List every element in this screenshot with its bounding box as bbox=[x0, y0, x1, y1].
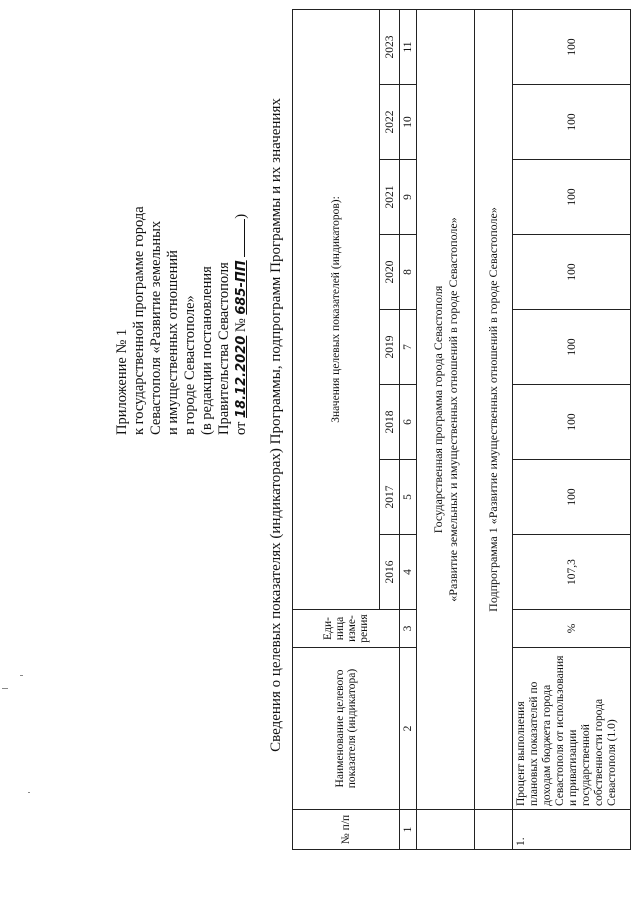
row-name: Процент выполнения плановых показателей по доходам бюджета города Севастополя от использования и приватизации государственной собственности города Севастополя (1.0) bbox=[513, 648, 631, 810]
index-cell: 5 bbox=[400, 460, 417, 535]
page-title: Сведения о целевых показателях (индикаторах) Программы, подпрограмм Программы и их значениях bbox=[268, 98, 284, 752]
appendix-line: Севастополя «Развитие земельных bbox=[148, 220, 164, 435]
empty-cell bbox=[475, 810, 513, 850]
index-cell: 1 bbox=[400, 810, 417, 850]
subprogram-row: Подпрограмма 1 «Развитие имущественных отношений в городе Севастополе» bbox=[475, 9, 513, 809]
row-value: 100 bbox=[513, 460, 631, 535]
index-cell: 8 bbox=[400, 235, 417, 310]
header-year: 2021 bbox=[380, 160, 400, 235]
program-line: Государственная программа города Севастополя bbox=[430, 285, 445, 534]
program-line: «Развитие земельных и имущественных отношений в городе Севастополе» bbox=[445, 217, 460, 602]
empty-cell bbox=[417, 810, 475, 850]
handwritten-date: 18.12.2020 bbox=[234, 335, 249, 418]
appendix-line: (в редакции постановления bbox=[199, 266, 215, 435]
header-year: 2016 bbox=[380, 535, 400, 610]
header-unit: Еди-ница изме-рения bbox=[293, 610, 400, 648]
scan-mark bbox=[2, 688, 8, 689]
index-cell: 2 bbox=[400, 648, 417, 810]
header-num: № п/п bbox=[293, 810, 400, 850]
row-value: 100 bbox=[513, 160, 631, 235]
index-cell: 3 bbox=[400, 610, 417, 648]
row-num: 1. bbox=[513, 810, 631, 850]
closing-paren: ) bbox=[233, 213, 249, 219]
header-year: 2018 bbox=[380, 385, 400, 460]
date-prefix: от bbox=[233, 421, 249, 435]
number-prefix: № bbox=[233, 318, 249, 333]
index-cell: 10 bbox=[400, 85, 417, 160]
appendix-line: Приложение № 1 bbox=[114, 328, 130, 435]
index-cell: 6 bbox=[400, 385, 417, 460]
header-year: 2020 bbox=[380, 235, 400, 310]
row-value: 100 bbox=[513, 235, 631, 310]
scan-mark bbox=[28, 792, 30, 793]
appendix-date-line bbox=[233, 135, 250, 435]
header-values-group: Значения целевых показателей (индикаторов): bbox=[293, 9, 380, 609]
header-name: Наименование целевого показателя (индикатора) bbox=[293, 648, 400, 810]
appendix-line: и имущественных отношений bbox=[165, 250, 181, 435]
row-unit: % bbox=[513, 610, 631, 648]
scan-mark bbox=[20, 675, 23, 676]
appendix-block bbox=[114, 135, 250, 435]
header-year: 2019 bbox=[380, 310, 400, 385]
index-cell: 11 bbox=[400, 9, 417, 84]
index-cell: 9 bbox=[400, 160, 417, 235]
index-cell: 4 bbox=[400, 535, 417, 610]
appendix-line: к государственной программе города bbox=[131, 206, 147, 435]
header-year: 2017 bbox=[380, 460, 400, 535]
row-value: 107,3 bbox=[513, 535, 631, 610]
row-value: 100 bbox=[513, 85, 631, 160]
appendix-line: Правительства Севастополя bbox=[216, 262, 232, 435]
handwritten-number: 685-ПП bbox=[234, 260, 249, 315]
header-year: 2022 bbox=[380, 85, 400, 160]
row-value: 100 bbox=[513, 9, 631, 84]
indicators-table bbox=[292, 9, 631, 850]
row-value: 100 bbox=[513, 385, 631, 460]
appendix-line: в городе Севастополе» bbox=[182, 295, 198, 435]
index-cell: 7 bbox=[400, 310, 417, 385]
header-year: 2023 bbox=[380, 9, 400, 84]
program-row bbox=[417, 9, 475, 809]
row-value: 100 bbox=[513, 310, 631, 385]
